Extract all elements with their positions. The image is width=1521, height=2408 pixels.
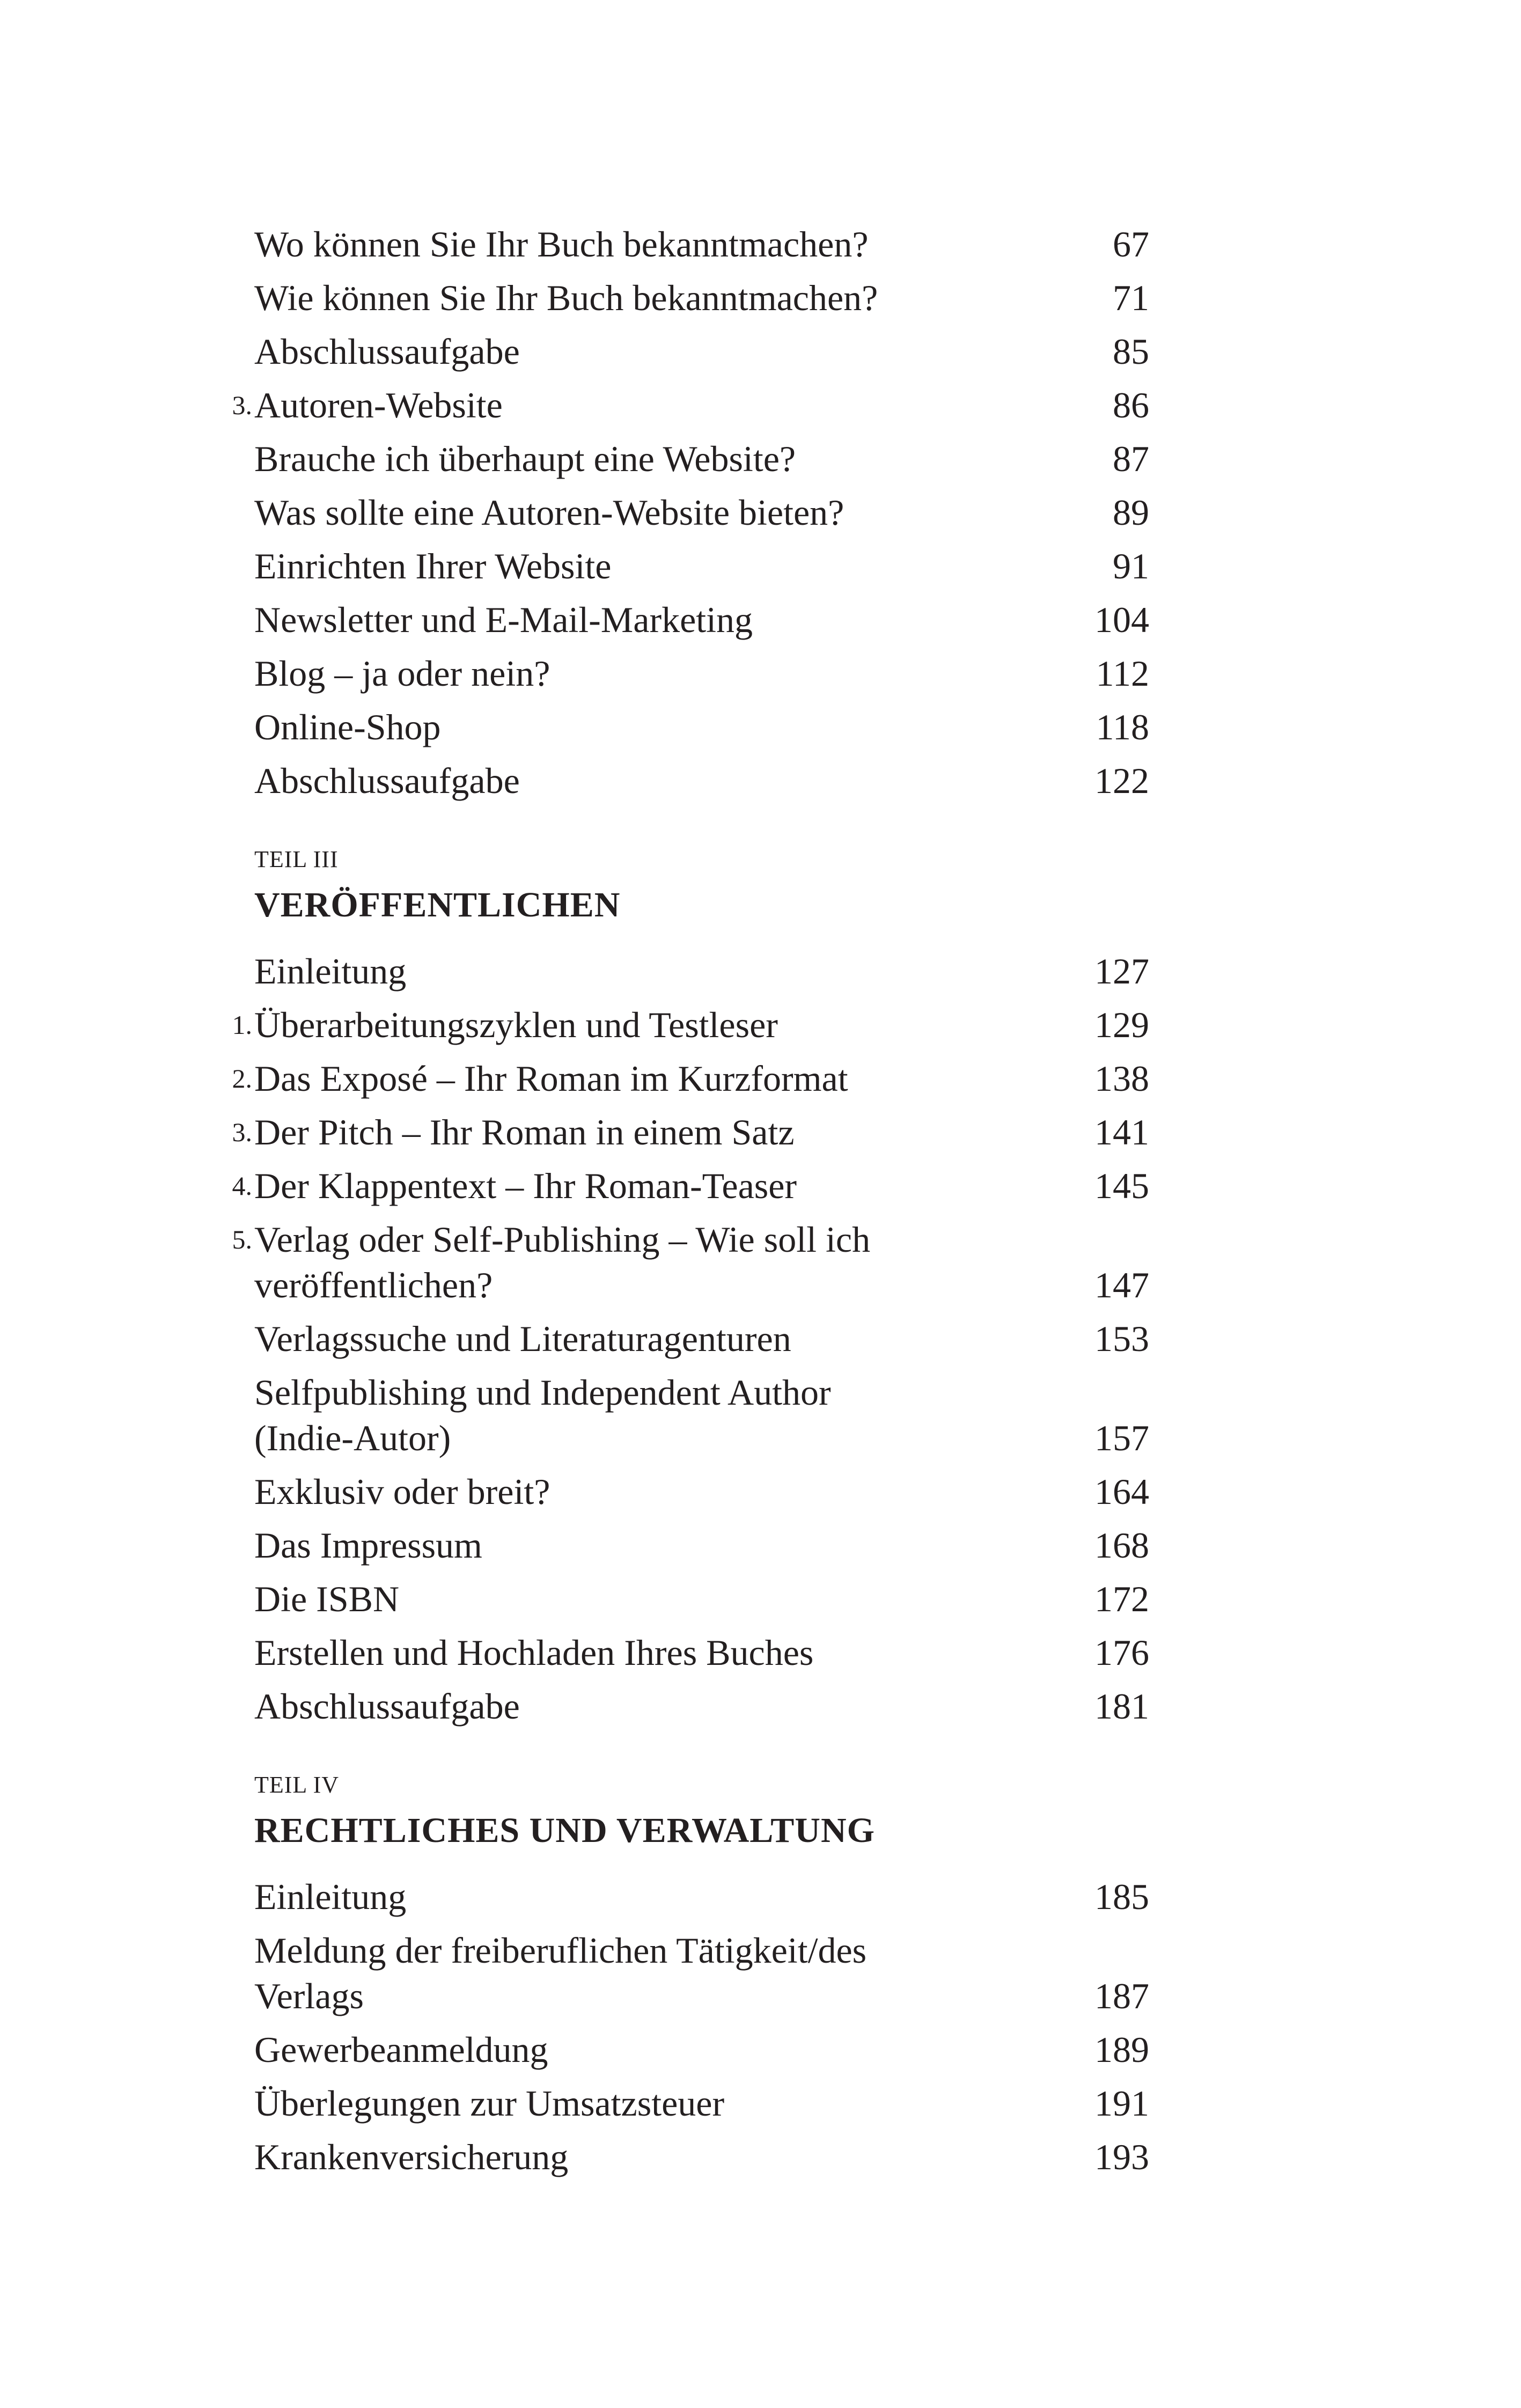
entry-title: Selfpublishing und Independent Author bbox=[254, 1372, 831, 1413]
entry-page: 191 bbox=[1094, 2083, 1149, 2124]
entry-page: 185 bbox=[1094, 1876, 1149, 1917]
toc-entry bbox=[220, 1870, 1149, 1924]
entry-page: 127 bbox=[1094, 951, 1149, 992]
toc-entry bbox=[220, 1626, 1149, 1679]
toc-entry bbox=[220, 944, 1149, 998]
toc-entry bbox=[220, 1465, 1149, 1518]
entry-page: 112 bbox=[1096, 653, 1149, 694]
entry-page: 153 bbox=[1094, 1318, 1149, 1359]
toc-entry bbox=[220, 1518, 1149, 1572]
entry-title: Abschlussaufgabe bbox=[254, 331, 520, 372]
toc-entry-continuation bbox=[220, 1411, 1149, 1465]
entry-title: Einleitung bbox=[254, 951, 407, 992]
part-label: TEIL III bbox=[254, 846, 339, 872]
entry-title: Wo können Sie Ihr Buch bekanntmachen? bbox=[254, 224, 869, 265]
entry-title: Einleitung bbox=[254, 1876, 407, 1917]
entry-title: Verlagssuche und Literaturagenturen bbox=[254, 1318, 791, 1359]
entry-title: Das Impressum bbox=[254, 1525, 482, 1566]
entry-title: Verlags bbox=[254, 1976, 364, 2016]
entry-page: 91 bbox=[1113, 546, 1149, 586]
toc-entry bbox=[220, 2076, 1149, 2130]
entry-page: 85 bbox=[1113, 331, 1149, 372]
toc-entry bbox=[220, 325, 1149, 378]
entry-page: 176 bbox=[1094, 1632, 1149, 1673]
entry-title: Einrichten Ihrer Website bbox=[254, 546, 612, 586]
toc-entry bbox=[220, 432, 1149, 486]
entry-page: 164 bbox=[1094, 1471, 1149, 1512]
entry-page: 129 bbox=[1094, 1004, 1149, 1045]
entry-number: 4. bbox=[232, 1171, 252, 1201]
entry-page: 145 bbox=[1094, 1165, 1149, 1206]
toc-entry-continuation bbox=[220, 1258, 1149, 1312]
entry-page: 87 bbox=[1113, 438, 1149, 479]
entry-title: Erstellen und Hochladen Ihres Buches bbox=[254, 1632, 814, 1673]
entry-page: 147 bbox=[1094, 1265, 1149, 1305]
entry-title: Brauche ich überhaupt eine Website? bbox=[254, 438, 796, 479]
entry-number: 5. bbox=[232, 1224, 252, 1254]
entry-title: Exklusiv oder breit? bbox=[254, 1471, 550, 1512]
entry-title: Online-Shop bbox=[254, 707, 441, 747]
entry-title: Das Exposé – Ihr Roman im Kurzformat bbox=[254, 1058, 848, 1099]
entry-page: 86 bbox=[1113, 385, 1149, 425]
entry-page: 181 bbox=[1094, 1686, 1149, 1727]
entry-title: Krankenversicherung bbox=[254, 2137, 569, 2177]
entry-title: Blog – ja oder nein? bbox=[254, 653, 550, 694]
entry-title: Die ISBN bbox=[254, 1579, 400, 1619]
part-label: TEIL IV bbox=[254, 1772, 340, 1798]
toc-entry bbox=[220, 1572, 1149, 1626]
entry-page: 172 bbox=[1094, 1579, 1149, 1619]
entry-page: 67 bbox=[1113, 224, 1149, 265]
entry-page: 168 bbox=[1094, 1525, 1149, 1566]
entry-page: 71 bbox=[1113, 277, 1149, 318]
entry-title: Was sollte eine Autoren-Website bieten? bbox=[254, 492, 844, 533]
entry-page: 138 bbox=[1094, 1058, 1149, 1099]
toc-entry bbox=[220, 998, 1149, 1052]
toc-entry bbox=[220, 1159, 1149, 1213]
toc-entry bbox=[220, 2130, 1149, 2184]
entry-page: 187 bbox=[1094, 1976, 1149, 2016]
entry-title: Autoren-Website bbox=[254, 385, 503, 425]
entry-page: 193 bbox=[1094, 2137, 1149, 2177]
entry-title: veröffentlichen? bbox=[254, 1265, 493, 1305]
entry-page: 189 bbox=[1094, 2029, 1149, 2070]
entry-number: 3. bbox=[232, 1117, 252, 1147]
entry-number: 2. bbox=[232, 1063, 252, 1093]
entry-page: 118 bbox=[1096, 707, 1149, 747]
part-title: VERÖFFENTLICHEN bbox=[254, 885, 621, 924]
toc-entry-continuation bbox=[220, 1969, 1149, 2023]
entry-title: Abschlussaufgabe bbox=[254, 760, 520, 801]
entry-title: Überlegungen zur Umsatzsteuer bbox=[254, 2083, 725, 2124]
entry-title: Gewerbeanmeldung bbox=[254, 2029, 548, 2070]
toc-entry bbox=[220, 378, 1149, 432]
entry-number: 1. bbox=[232, 1010, 252, 1040]
toc-entry bbox=[220, 486, 1149, 539]
toc-entry bbox=[220, 271, 1149, 325]
toc-entry bbox=[220, 1052, 1149, 1105]
entry-title: Meldung der freiberuflichen Tätigkeit/des bbox=[254, 1930, 867, 1971]
entry-number: 3. bbox=[232, 390, 252, 420]
entry-title: Der Klappentext – Ihr Roman-Teaser bbox=[254, 1165, 797, 1206]
entry-page: 89 bbox=[1113, 492, 1149, 533]
entry-page: 141 bbox=[1094, 1112, 1149, 1152]
toc-entry bbox=[220, 217, 1149, 271]
entry-title: Wie können Sie Ihr Buch bekanntmachen? bbox=[254, 277, 878, 318]
part-title: RECHTLICHES UND VERWALTUNG bbox=[254, 1811, 875, 1850]
toc-entry bbox=[220, 593, 1149, 647]
toc-entry bbox=[220, 700, 1149, 754]
toc-entry bbox=[220, 754, 1149, 807]
toc-entry bbox=[220, 1679, 1149, 1733]
entry-title: Abschlussaufgabe bbox=[254, 1686, 520, 1727]
entry-page: 157 bbox=[1094, 1418, 1149, 1458]
toc-entry bbox=[220, 539, 1149, 593]
toc-entry bbox=[220, 1312, 1149, 1365]
toc-entry bbox=[220, 2023, 1149, 2076]
entry-page: 104 bbox=[1094, 599, 1149, 640]
entry-title: Der Pitch – Ihr Roman in einem Satz bbox=[254, 1112, 795, 1152]
entry-page: 122 bbox=[1094, 760, 1149, 801]
toc-entry bbox=[220, 647, 1149, 700]
toc-entry bbox=[220, 1105, 1149, 1159]
entry-title: (Indie-Autor) bbox=[254, 1418, 451, 1458]
entry-title: Newsletter und E-Mail-Marketing bbox=[254, 599, 753, 640]
entry-title: Verlag oder Self-Publishing – Wie soll ich bbox=[254, 1219, 871, 1260]
entry-title: Überarbeitungszyklen und Testleser bbox=[254, 1004, 778, 1045]
